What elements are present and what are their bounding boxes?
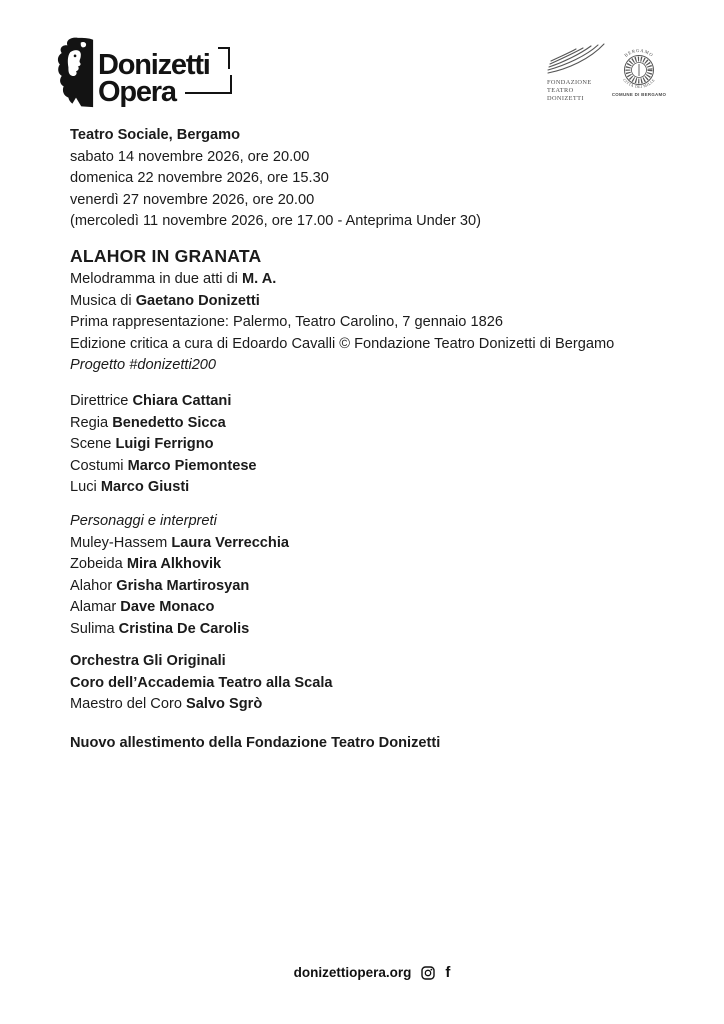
- website-link[interactable]: donizettiopera.org: [293, 965, 412, 980]
- donizetti-portrait-icon: [57, 36, 95, 114]
- schedule-block: [70, 125, 481, 233]
- work-edition: Edizione critica a cura di Edoardo Cavalli © Fondazione Teatro Donizetti di Bergamo: [70, 335, 615, 352]
- seal-top-text: BERGAMO: [623, 47, 655, 58]
- credit-row: Luci Marco Giusti: [70, 479, 190, 496]
- ensembles-block: [70, 651, 333, 716]
- work-music: Musica di Gaetano Donizetti: [70, 292, 260, 309]
- credit-row: Scene Luigi Ferrigno: [70, 436, 214, 453]
- date-line: venerdì 27 novembre 2026, ore 20.00: [70, 191, 315, 208]
- work-subtitle: Melodramma in due atti di M. A.: [70, 271, 277, 287]
- seal-bottom-text: CITTÀ DEI MILLE: [622, 77, 656, 90]
- strings-fan-icon: [548, 44, 604, 73]
- logo-bracket-bottom: [185, 75, 232, 94]
- cast-row: Alamar Dave Monaco: [70, 599, 215, 616]
- work-block: [70, 244, 614, 377]
- date-line: sabato 14 novembre 2026, ore 20.00: [70, 148, 310, 165]
- venue: Teatro Sociale, Bergamo: [70, 127, 241, 143]
- work-project: Progetto #donizetti200: [70, 357, 217, 374]
- footer: [0, 965, 724, 980]
- opera-title: ALAHOR IN GRANATA: [70, 246, 262, 266]
- credit-row: Costumi Marco Piemontese: [70, 457, 257, 474]
- credit-row: Direttrice Chiara Cattani: [70, 393, 232, 409]
- cast-block: [70, 511, 289, 641]
- composer: Gaetano Donizetti: [135, 292, 260, 309]
- facebook-icon[interactable]: f: [445, 964, 451, 981]
- logo-word-1: Donizetti: [98, 49, 210, 81]
- cast-row: Alahor Grisha Martirosyan: [70, 577, 250, 594]
- ftd-line-1: FONDAZIONE: [547, 79, 592, 86]
- production-note: Nuovo allestimento della Fondazione Teatro Donizetti: [70, 735, 441, 751]
- credit-row: Regia Benedetto Sicca: [70, 414, 226, 431]
- work-premiere: Prima rappresentazione: Palermo, Teatro Carolino, 7 gennaio 1826: [70, 314, 503, 331]
- comune-di-bergamo-seal: [610, 40, 668, 105]
- chorus-master-row: Maestro del Coro Salvo Sgrò: [70, 696, 263, 713]
- chorus: Coro dell’Accademia Teatro alla Scala: [70, 674, 333, 691]
- date-line: domenica 22 novembre 2026, ore 15.30: [70, 170, 329, 187]
- ftd-line-3: DONIZETTI: [547, 95, 584, 102]
- author: M. A.: [241, 271, 277, 287]
- seal-caption: COMUNE DI BERGAMO: [611, 92, 667, 97]
- cast-row: Muley-Hassem Laura Verrecchia: [70, 534, 290, 551]
- logo-bracket-top: [218, 47, 230, 69]
- instagram-icon[interactable]: [421, 966, 435, 980]
- cast-heading: Personaggi e interpreti: [70, 513, 217, 529]
- date-line: (mercoledì 11 novembre 2026, ore 17.00 - Anteprima Under 30): [70, 213, 482, 230]
- logo-word-2: Opera: [98, 76, 176, 108]
- ftd-line-2: TEATRO: [547, 87, 574, 94]
- svg-text:BERGAMO: [623, 48, 654, 58]
- orchestra: Orchestra Gli Originali: [70, 653, 226, 669]
- creative-team-block: [70, 391, 257, 499]
- cast-row: Zobeida Mira Alkhovik: [70, 556, 222, 573]
- cast-row: Sulima Cristina De Carolis: [70, 620, 250, 637]
- donizetti-opera-logo: [57, 36, 242, 112]
- fondazione-teatro-donizetti-logo: [546, 43, 608, 112]
